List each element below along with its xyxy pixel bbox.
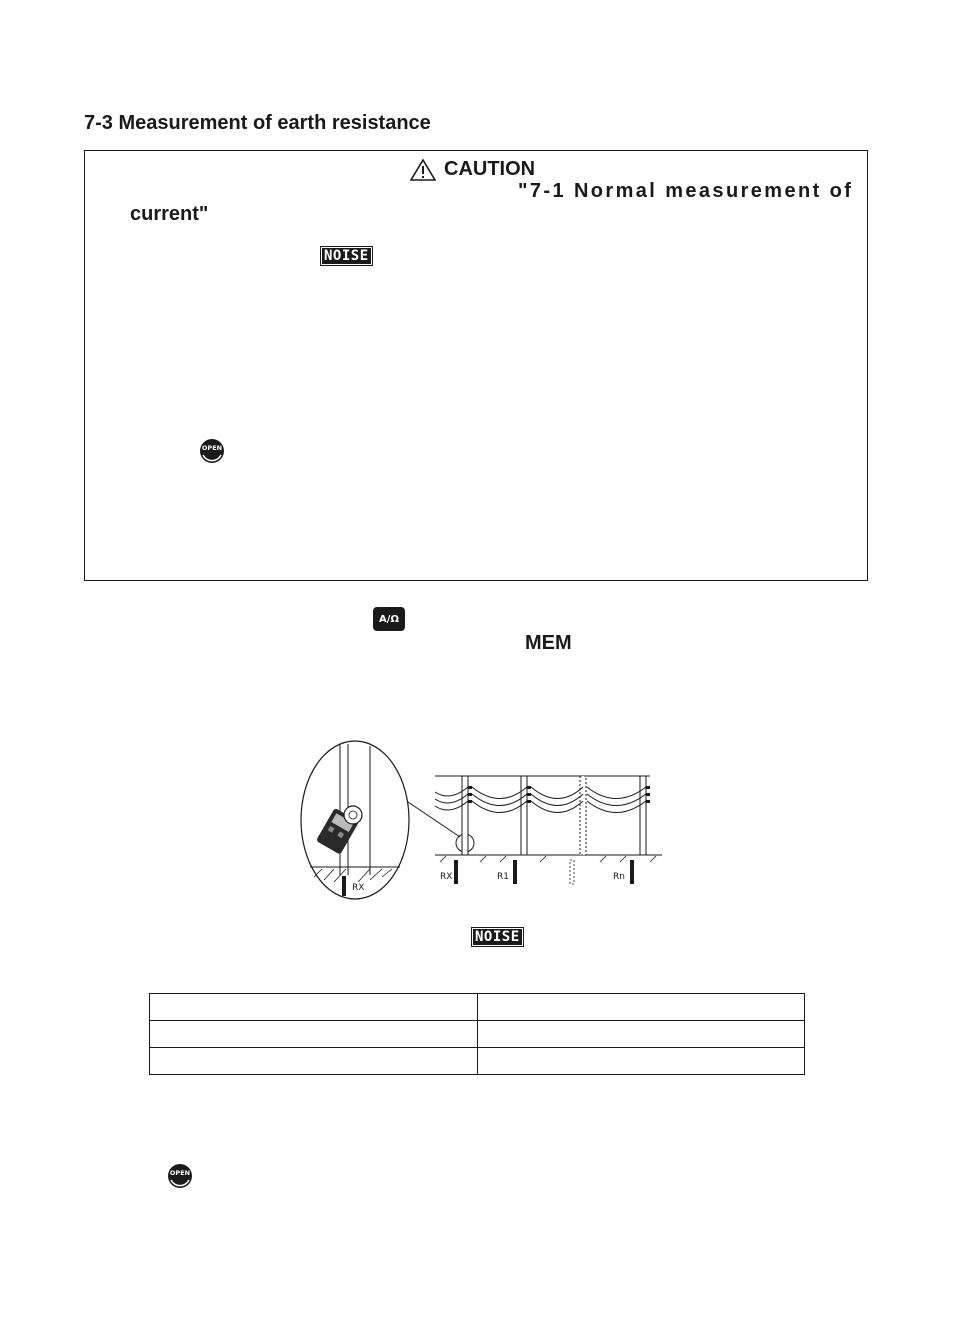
section-title: 7-3 Measurement of earth resistance bbox=[84, 112, 431, 134]
table-row bbox=[150, 1048, 805, 1075]
open-icon-2 bbox=[166, 1162, 194, 1190]
ammeter-ohm-key: A/Ω bbox=[373, 607, 405, 631]
svg-text:OPEN: OPEN bbox=[169, 1169, 191, 1177]
reference-line-1: "7-1 Normal measurement of bbox=[518, 180, 854, 202]
rx-label: RX bbox=[440, 872, 453, 882]
table-cell bbox=[150, 994, 478, 1021]
caution-heading bbox=[410, 158, 535, 181]
caution-label: CAUTION bbox=[444, 158, 536, 180]
table-cell bbox=[478, 994, 805, 1021]
mem-label: MEM bbox=[525, 632, 572, 654]
spec-table bbox=[149, 993, 805, 1075]
warning-triangle-icon bbox=[410, 159, 436, 181]
noise-badge-2: NOISE bbox=[471, 927, 524, 947]
rn-label: Rn bbox=[613, 872, 625, 882]
table-cell bbox=[478, 1021, 805, 1048]
reference-line-2: current" bbox=[130, 203, 209, 225]
table-row bbox=[150, 994, 805, 1021]
table-cell bbox=[478, 1048, 805, 1075]
table-cell bbox=[150, 1048, 478, 1075]
svg-text:OPEN: OPEN bbox=[201, 444, 223, 452]
table-row bbox=[150, 1021, 805, 1048]
inset-rx-label: RX bbox=[352, 883, 365, 893]
earth-resistance-diagram bbox=[300, 740, 670, 905]
open-icon bbox=[198, 437, 226, 465]
r1-label: R1 bbox=[497, 872, 509, 882]
table-cell bbox=[150, 1021, 478, 1048]
noise-badge: NOISE bbox=[320, 246, 373, 266]
